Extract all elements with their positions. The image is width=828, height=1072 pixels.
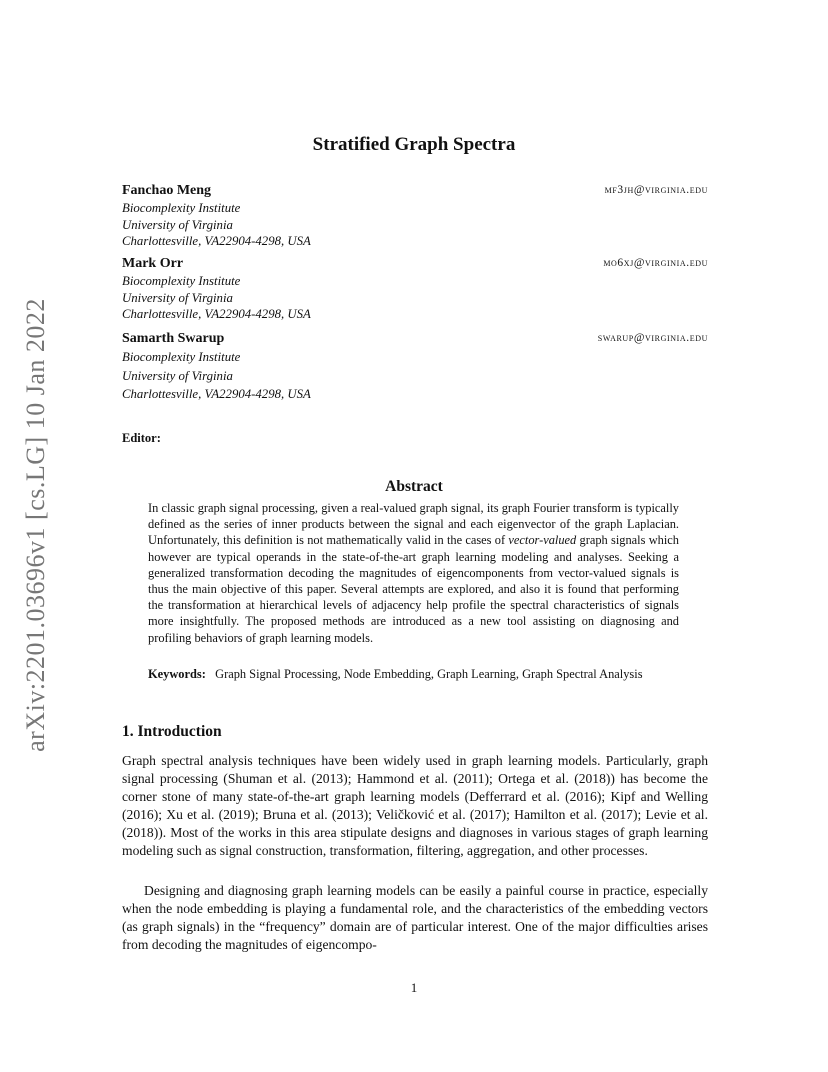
keywords-list: Graph Signal Processing, Node Embedding, Graph Learning, Graph Spectral Analysis [215,667,643,681]
author-affiliation: Charlottesville, VA22904-4298, USA [122,387,311,401]
author-email: mf3jh@virginia.edu [604,184,708,196]
author-block [122,330,708,404]
author-block [122,255,708,323]
keywords-label: Keywords: [148,667,206,681]
author-block [122,182,708,250]
author-affiliation: Biocomplexity Institute [122,350,241,364]
author-affiliation: Charlottesville, VA22904-4298, USA [122,307,311,321]
author-name: Fanchao Meng [122,183,212,198]
abstract-part: graph signals which however are typical operands in the state-of-the-art graph learning modeling and analyses. Seeking a generalized transformation decoding the magnitudes of eigencomponents from vector-valued signals is thus the main objective of this paper. Several attempts are explored, and also it is found that performing the transformation at hierarchical levels of adjacency help profile the spectral characteristics of signals more insightfully. The proposed methods are introduced as a new tool assisting on diagnosing and profiling behaviors of graph learning models. [148,533,679,645]
abstract-text [148,500,679,646]
paper-title: Stratified Graph Spectra [312,134,516,155]
author-name: Mark Orr [122,256,184,271]
author-affiliation: University of Virginia [122,290,233,305]
section-heading: 1. Introduction [122,723,222,740]
author-affiliation: Charlottesville, VA22904-4298, USA [122,234,311,248]
abstract-part: In classic graph signal processing, given a real-valued graph signal, its graph Fourier transform is typically defined as the series of inner products between the signal and each eigenvector of the graph Laplacian. Unfortunately, this definition is not mathematically valid in the cases of [148,501,679,548]
arxiv-sidebar [14,290,58,760]
abstract-emphasis: vector-valued [508,533,577,548]
keywords [148,666,679,682]
arxiv-identifier: arXiv:2201.03696v1 [cs.LG] 10 Jan 2022 [21,298,50,752]
author-affiliation: Biocomplexity Institute [122,201,241,215]
author-name: Samarth Swarup [122,331,225,346]
abstract-heading: Abstract [385,478,443,495]
body-paragraph: Graph spectral analysis techniques have been widely used in graph learning models. Particularly, graph signal processing (Shuman et al. (2013); Hammond et al. (2011); Ortega et al. (2018)) has become the corner stone of many state-of-the-art graph learning models (Defferrard et al. (2016); Kipf and Welling (2016); Xu et al. (2019); Bruna et al. (2013); Veličković et al. (2017); Hamilton et al. (2017); Levie et al. (2018)). Most of the works in this area stipulate designs and diagnoses in various stages of graph learning modeling such as signal construction, transformation, filtering, aggregation, and other processes. [122,753,708,859]
author-email: mo6xj@virginia.edu [603,257,708,269]
editor-label: Editor: [122,431,161,445]
author-affiliation: University of Virginia [122,368,233,383]
page-number: 1 [410,980,418,995]
author-affiliation: University of Virginia [122,217,233,232]
author-email: swarup@virginia.edu [597,332,708,344]
author-affiliation: Biocomplexity Institute [122,274,241,288]
body-paragraph: Designing and diagnosing graph learning models can be easily a painful course in practice, especially when the node embedding is playing a fundamental role, and the characteristics of the embedding vectors (as graph signals) in the “frequency” domain are of particular interest. One of the major difficulties arises from decoding the magnitudes of eigencompo- [122,883,708,953]
